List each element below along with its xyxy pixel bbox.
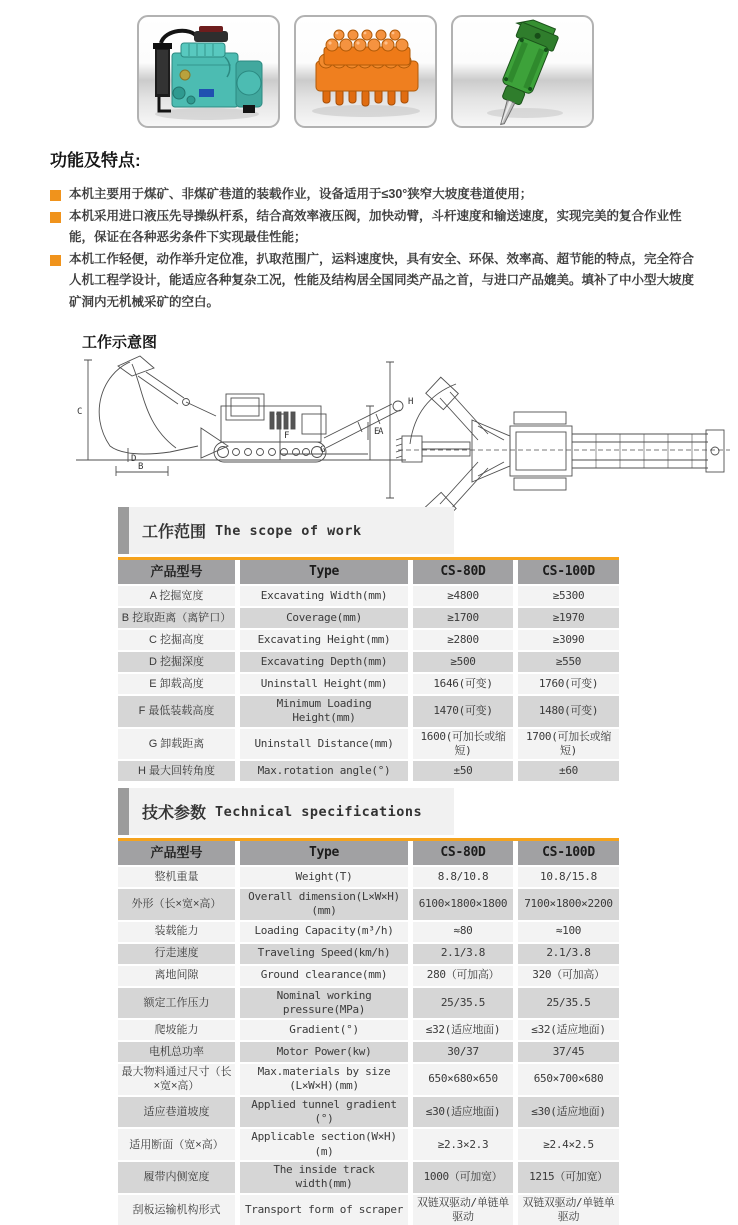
spec-section-header bbox=[118, 788, 454, 835]
table-row bbox=[118, 729, 619, 760]
table-cell: Weight(T) bbox=[240, 867, 408, 887]
table-row bbox=[118, 944, 619, 964]
table-cell: 双链双驱动/单链单驱动 bbox=[518, 1195, 619, 1225]
table-cell: 履带内侧宽度 bbox=[118, 1162, 235, 1193]
dim-label-a: A bbox=[378, 427, 384, 437]
table-row bbox=[118, 1042, 619, 1062]
diagram-heading: 工作示意图 bbox=[82, 334, 158, 351]
column-header: CS-80D bbox=[413, 560, 513, 584]
scope-title-en: The scope of work bbox=[215, 522, 362, 539]
table-cell: Motor Power(kw) bbox=[240, 1042, 408, 1062]
table-cell: 外形（长×宽×高） bbox=[118, 889, 235, 920]
table-row bbox=[118, 1162, 619, 1193]
table-row bbox=[118, 630, 619, 650]
table-header-row bbox=[118, 560, 619, 584]
table-cell: 6100×1800×1800 bbox=[413, 889, 513, 920]
table-cell: G 卸载距离 bbox=[118, 729, 235, 760]
table-row bbox=[118, 1129, 619, 1160]
table-cell: 适用断面（宽×高） bbox=[118, 1129, 235, 1160]
table-row bbox=[118, 586, 619, 606]
feature-item bbox=[50, 184, 702, 206]
table-cell: 最大物料通过尺寸（长×宽×高） bbox=[118, 1064, 235, 1095]
table-cell: Max.materials by size (L×W×H)(mm) bbox=[240, 1064, 408, 1095]
table-cell: 爬坡能力 bbox=[118, 1020, 235, 1040]
table-cell: Max.rotation angle(°) bbox=[240, 761, 408, 781]
table-cell: Excavating Depth(mm) bbox=[240, 652, 408, 672]
table-cell: 1215（可加宽） bbox=[518, 1162, 619, 1193]
table-row bbox=[118, 1020, 619, 1040]
column-header: Type bbox=[240, 841, 408, 865]
table-cell: Traveling Speed(km/h) bbox=[240, 944, 408, 964]
bullet-square-icon bbox=[50, 212, 61, 223]
dim-label-c: C bbox=[77, 407, 83, 417]
table-cell: Minimum Loading Height(mm) bbox=[240, 696, 408, 727]
table-cell: ≥2.3×2.3 bbox=[413, 1129, 513, 1160]
table-cell: ±50 bbox=[413, 761, 513, 781]
table-row bbox=[118, 867, 619, 887]
hydraulic-breaker-photo bbox=[451, 15, 594, 128]
dim-label-h: H bbox=[408, 397, 414, 407]
table-cell: 装载能力 bbox=[118, 922, 235, 942]
table-row bbox=[118, 889, 619, 920]
dim-label-e: E bbox=[374, 427, 380, 437]
table-cell: ≥1700 bbox=[413, 608, 513, 628]
table-cell: 25/35.5 bbox=[413, 988, 513, 1019]
table-cell: ±60 bbox=[518, 761, 619, 781]
dim-label-d: D bbox=[131, 454, 137, 464]
table-cell: 额定工作压力 bbox=[118, 988, 235, 1019]
table-cell: 8.8/10.8 bbox=[413, 867, 513, 887]
table-row bbox=[118, 674, 619, 694]
feature-list bbox=[50, 184, 702, 313]
table-cell: Nominal working pressure(MPa) bbox=[240, 988, 408, 1019]
feature-text: 本机主要用于煤矿、非煤矿巷道的装载作业，设备适用于≤30°狭窄大坡度巷道使用； bbox=[69, 187, 533, 201]
table-cell: ≥550 bbox=[518, 652, 619, 672]
column-header: Type bbox=[240, 560, 408, 584]
table-cell: D 挖掘深度 bbox=[118, 652, 235, 672]
table-cell: F 最低装载高度 bbox=[118, 696, 235, 727]
table-cell: 1470(可变) bbox=[413, 696, 513, 727]
dim-label-b: B bbox=[138, 462, 144, 472]
table-cell: 7100×1800×2200 bbox=[518, 889, 619, 920]
feature-item bbox=[50, 206, 702, 249]
table-cell: H 最大回转角度 bbox=[118, 761, 235, 781]
scope-table bbox=[118, 557, 619, 781]
table-cell: 1000（可加宽） bbox=[413, 1162, 513, 1193]
work-range-diagram bbox=[58, 348, 738, 505]
table-cell: 行走速度 bbox=[118, 944, 235, 964]
table-row bbox=[118, 1195, 619, 1225]
table-row bbox=[118, 1097, 619, 1128]
table-cell: 25/35.5 bbox=[518, 988, 619, 1019]
table-cell: 650×680×650 bbox=[413, 1064, 513, 1095]
table-cell: The inside track width(mm) bbox=[240, 1162, 408, 1193]
table-cell: B 挖取距离（离铲口） bbox=[118, 608, 235, 628]
table-cell: Ground clearance(mm) bbox=[240, 966, 408, 986]
table-cell: ≈100 bbox=[518, 922, 619, 942]
table-cell: 适应巷道坡度 bbox=[118, 1097, 235, 1128]
table-cell: E 卸载高度 bbox=[118, 674, 235, 694]
table-cell: 37/45 bbox=[518, 1042, 619, 1062]
table-cell: 2.1/3.8 bbox=[413, 944, 513, 964]
table-cell: Loading Capacity(m³/h) bbox=[240, 922, 408, 942]
column-header: 产品型号 bbox=[118, 560, 235, 584]
table-cell: Gradient(°) bbox=[240, 1020, 408, 1040]
table-cell: Overall dimension(L×W×H)(mm) bbox=[240, 889, 408, 920]
table-row bbox=[118, 988, 619, 1019]
table-cell: ≥500 bbox=[413, 652, 513, 672]
table-row bbox=[118, 652, 619, 672]
table-cell: ≤32(适应地面) bbox=[518, 1020, 619, 1040]
table-cell: ≥2.4×2.5 bbox=[518, 1129, 619, 1160]
column-header: CS-80D bbox=[413, 841, 513, 865]
hydraulic-multiway-valve-photo bbox=[294, 15, 437, 128]
section-bar bbox=[118, 507, 129, 554]
table-row bbox=[118, 922, 619, 942]
bullet-square-icon bbox=[50, 190, 61, 201]
table-cell: ≥3090 bbox=[518, 630, 619, 650]
table-row bbox=[118, 966, 619, 986]
column-header: CS-100D bbox=[518, 560, 619, 584]
table-row bbox=[118, 696, 619, 727]
spec-title-cn: 技术参数 bbox=[142, 805, 207, 822]
table-row bbox=[118, 761, 619, 781]
table-cell: 10.8/15.8 bbox=[518, 867, 619, 887]
table-cell: Applicable section(W×H)(m) bbox=[240, 1129, 408, 1160]
table-cell: ≥5300 bbox=[518, 586, 619, 606]
table-cell: 2.1/3.8 bbox=[518, 944, 619, 964]
spec-title-en: Technical specifications bbox=[215, 803, 423, 820]
feature-text: 本机工作轻便，动作举升定位准，扒取范围广，运料速度快，具有安全、环保、效率高、超节能的特点，完全符合人机工程学设计，能适应各种复杂工况，性能及结构居全国同类产品之首，与进口产品媲美。填补了中小型大坡度矿洞内无机械采矿的空白。 bbox=[69, 251, 695, 309]
scope-section-header bbox=[118, 507, 454, 554]
table-cell: ≤30(适应地面) bbox=[413, 1097, 513, 1128]
spec-table bbox=[118, 838, 619, 1225]
table-row bbox=[118, 1064, 619, 1095]
section-bar bbox=[118, 788, 129, 835]
table-cell: Uninstall Height(mm) bbox=[240, 674, 408, 694]
column-header: 产品型号 bbox=[118, 841, 235, 865]
table-cell: C 挖掘高度 bbox=[118, 630, 235, 650]
table-cell: 1700(可加长或缩短) bbox=[518, 729, 619, 760]
table-cell: Coverage(mm) bbox=[240, 608, 408, 628]
table-cell: 刮板运输机构形式 bbox=[118, 1195, 235, 1225]
table-cell: Excavating Width(mm) bbox=[240, 586, 408, 606]
dim-label-f: F bbox=[284, 431, 290, 441]
table-cell: Excavating Height(mm) bbox=[240, 630, 408, 650]
table-cell: 整机重量 bbox=[118, 867, 235, 887]
table-cell: ≥1970 bbox=[518, 608, 619, 628]
table-cell: 1600(可加长或缩短) bbox=[413, 729, 513, 760]
table-cell: 离地间隙 bbox=[118, 966, 235, 986]
table-cell: 1760(可变) bbox=[518, 674, 619, 694]
table-cell: ≤32(适应地面) bbox=[413, 1020, 513, 1040]
table-cell: ≥4800 bbox=[413, 586, 513, 606]
table-header-row bbox=[118, 841, 619, 865]
table-cell: ≥2800 bbox=[413, 630, 513, 650]
table-cell: 电机总功率 bbox=[118, 1042, 235, 1062]
table-cell: Applied tunnel gradient (°) bbox=[240, 1097, 408, 1128]
table-cell: 280（可加高） bbox=[413, 966, 513, 986]
dim-label-g: G bbox=[320, 445, 326, 455]
table-cell: Uninstall Distance(mm) bbox=[240, 729, 408, 760]
product-photo-row bbox=[137, 15, 594, 128]
scope-title-cn: 工作范围 bbox=[142, 524, 207, 541]
table-cell: 320（可加高） bbox=[518, 966, 619, 986]
feature-text: 本机采用进口液压先导操纵杆系，结合高效率液压阀，加快动臂，斗杆速度和输送速度，实现完美的复合作业性能，保证在各种恶劣条件下实现最佳性能； bbox=[69, 208, 682, 244]
table-cell: ≤30(适应地面) bbox=[518, 1097, 619, 1128]
table-row bbox=[118, 608, 619, 628]
table-cell: 650×700×680 bbox=[518, 1064, 619, 1095]
table-cell: ≈80 bbox=[413, 922, 513, 942]
table-cell: 双链双驱动/单链单驱动 bbox=[413, 1195, 513, 1225]
table-cell: 1480(可变) bbox=[518, 696, 619, 727]
table-cell: A 挖掘宽度 bbox=[118, 586, 235, 606]
features-heading: 功能及特点: bbox=[50, 151, 141, 170]
table-cell: 30/37 bbox=[413, 1042, 513, 1062]
diesel-engine-photo bbox=[137, 15, 280, 128]
feature-item bbox=[50, 249, 702, 314]
column-header: CS-100D bbox=[518, 841, 619, 865]
bullet-square-icon bbox=[50, 255, 61, 266]
table-cell: 1646(可变) bbox=[413, 674, 513, 694]
table-cell: Transport form of scraper bbox=[240, 1195, 408, 1225]
